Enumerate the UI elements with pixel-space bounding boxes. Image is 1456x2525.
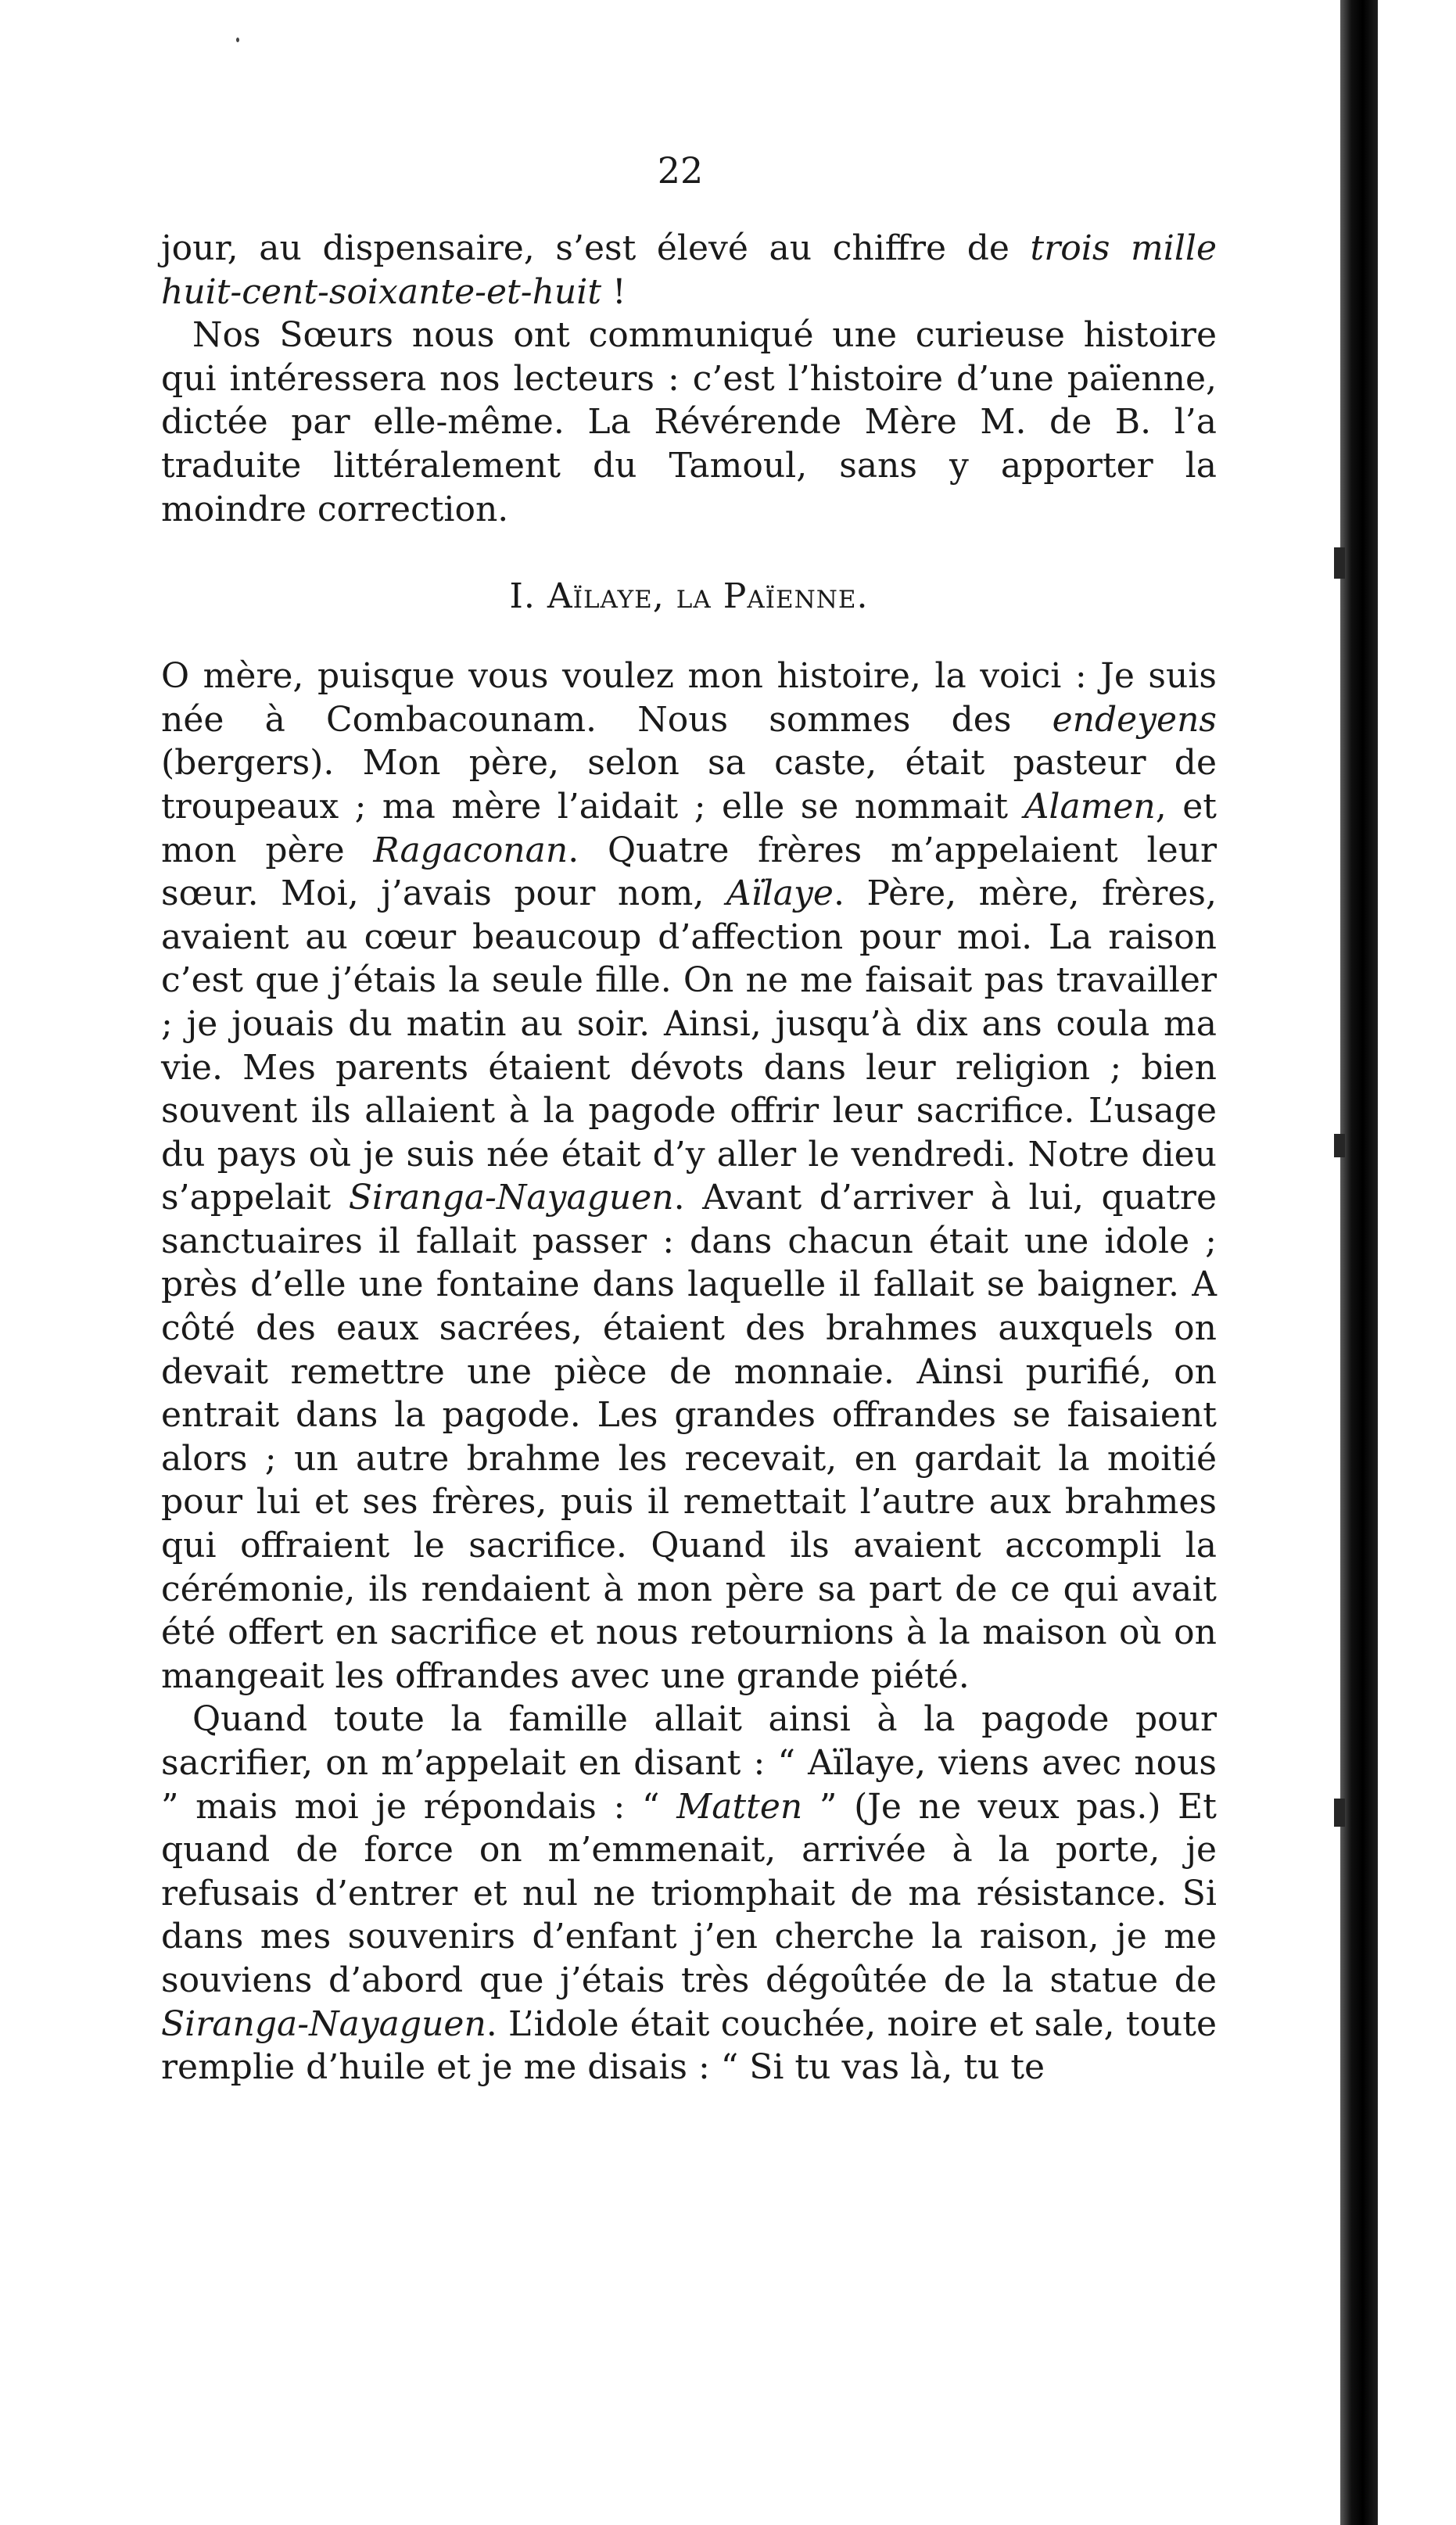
- story-paragraph-1: O mère, puisque vous voulez mon histoire, la voici : Je suis née à Combacounam. Nous sommes des endeyens (bergers). Mon père, selon sa caste, était pasteur de troupeaux ; ma mère l’aidait ; elle se nommait Alamen, et mon père Ragaconan. Quatre frères m’appelaient leur sœur. Moi, j’avais pour nom, Aïlaye. Père, mère, frères, avaient au cœur beaucoup d’affection pour moi. La raison c’est que j’étais la seule fille. On ne me faisait pas travailler ; je jouais du matin au soir. Ainsi, jusqu’à dix ans coula ma vie. Mes parents étaient dévots dans leur religion ; bien souvent ils allaient à la pagode offrir leur sacrifice. L’usage du pays où je suis née était d’y aller le vendredi. Notre dieu s’appelait Siranga-Nayaguen. Avant d’arriver à lui, quatre sanctuaires il fallait passer : dans chacun était une idole ; près d’elle une fontaine dans laquelle il fallait se baigner. A côté des eaux sacrées, étaient des brahmes auxquels on devait remettre une pièce de monnaie. Ainsi purifié, on entrait dans la pagode. Les grandes offrandes se faisaient alors ; un autre brahme les recevait, en gardait la moitié pour lui et ses frères, puis il remettait l’autre aux brahmes qui offraient le sacrifice. Quand ils avaient accompli la cérémonie, ils rendaient à mon père sa part de ce qui avait été offert en sacrifice et nous retournions à la maison où on mangeait les offrandes avec une grande piété.: [161, 656, 1218, 1696]
- intro-paragraph-1-end: !: [601, 271, 626, 312]
- intro-paragraph-1-emphasis: trois mille huit-cent-soixante-et-huit: [161, 228, 1217, 312]
- intro-paragraph-1-text: jour, au dispensaire, s’est élevé au chiffre de: [161, 228, 1031, 268]
- binding-notch: [1334, 547, 1345, 579]
- binding-notch: [1334, 1799, 1345, 1827]
- page-number: 22: [657, 149, 704, 192]
- story-paragraph-2: Quand toute la famille allait ainsi à la pagode pour sacrifier, on m’appelait en disant : “ Aïlaye, viens avec nous ” mais moi je répondais : “ Matten ” (Je ne veux pas.) Et quand de force on m’emmenait, arrivée à la porte, je refusais d’entrer et nul ne triomphait de ma résistance. Si dans mes souvenirs d’enfant j’en cherche la raison, je me souviens d’abord que j’étais très dégoûtée de la statue de Siranga-Nayaguen. L’idole était couchée, noire et sale, toute remplie d’huile et je me disais : “ Si tu vas là, tu te: [161, 1699, 1217, 2088]
- section-heading: [161, 573, 1217, 620]
- section-number: I.: [509, 576, 536, 617]
- page-body: [161, 227, 1217, 2089]
- intro-paragraph-2: [161, 314, 1217, 531]
- intro-paragraph-1: [161, 227, 1217, 314]
- paper-speck: [236, 38, 239, 42]
- section-subtitle: la Païenne.: [676, 576, 869, 617]
- binding-notch: [1334, 1134, 1345, 1157]
- binding-edge: [1340, 0, 1378, 2525]
- story-section: [161, 655, 1217, 2089]
- intro-paragraph-2-text: Nos Sœurs nous ont communiqué une curieuse histoire qui intéressera nos lecteurs : c’est l’histoire d’une païenne, dictée par elle-même. La Révérende Mère M. de B. l’a traduite littéralement du Tamoul, sans y apporter la moindre correction.: [161, 315, 1217, 529]
- intro-section: [161, 227, 1217, 531]
- section-name: Aïlaye,: [547, 576, 665, 617]
